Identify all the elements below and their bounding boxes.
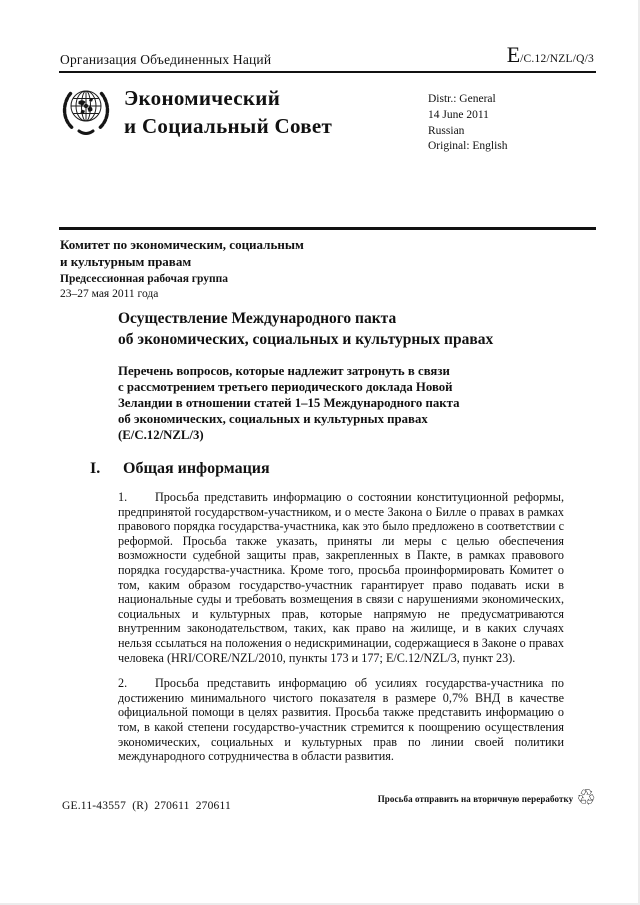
paragraph-2-number: 2. xyxy=(118,676,128,691)
distribution-block xyxy=(428,92,508,155)
document-symbol xyxy=(507,42,594,68)
job-number: GE.11-43557 (R) 270611 270611 xyxy=(62,800,231,812)
section-numeral: I. xyxy=(90,460,101,477)
un-emblem-icon xyxy=(56,80,116,144)
committee-name-line2: и культурным правам xyxy=(60,253,192,269)
section-heading-text: Общая информация xyxy=(123,460,270,477)
document-symbol-initial: E xyxy=(506,42,521,67)
document-body xyxy=(90,308,564,764)
masthead-divider xyxy=(59,227,596,230)
language-line: Russian xyxy=(428,124,465,137)
session-dates: 23–27 мая 2011 года xyxy=(60,288,159,300)
document-title-line2: об экономических, социальных и культурных правах xyxy=(118,331,494,348)
document-subtitle-line3: Зеландии в отношении статей 1–15 Международного пакта xyxy=(118,396,460,410)
recycle-note xyxy=(378,788,596,810)
distr-line: Distr.: General xyxy=(428,93,496,105)
document-subtitle-line1: Перечень вопросов, которые надлежит затронуть в связи xyxy=(118,364,450,378)
council-title xyxy=(124,84,332,140)
council-title-line1: Экономический xyxy=(124,86,281,110)
paragraph-1 xyxy=(118,490,564,665)
recycle-note-text: Просьба отправить на вторичную переработку xyxy=(377,794,574,804)
document-subtitle-line4: об экономических, социальных и культурных правах xyxy=(118,412,428,426)
org-name: Организация Объединенных Наций xyxy=(60,52,272,67)
document-subtitle-line5: (E/C.12/NZL/3) xyxy=(118,428,204,442)
committee-block xyxy=(60,237,304,301)
paragraph-2-text: Просьба представить информацию об усилиях государства-участника по достижению минимального чистого показателя в размере 0,7% ВНД в качестве официальной помощи в целях развития. Просьба также представить информацию о том, в какой степени государство-участник стремится к поощрению осуществления экономических, социальных и культурных прав по линии своей политики международного сотрудничества в области развития. xyxy=(118,676,564,764)
document-subtitle xyxy=(118,363,564,443)
working-group-label: Предсессионная рабочая группа xyxy=(60,273,229,285)
committee-name-line1: Комитет по экономическим, социальным xyxy=(60,237,304,252)
document-title xyxy=(118,308,564,350)
paragraph-2 xyxy=(118,676,564,764)
date-line: 14 June 2011 xyxy=(428,108,489,121)
recycle-icon: ♲ xyxy=(576,786,596,811)
original-language-line: Original: English xyxy=(428,140,508,153)
document-title-line1: Осуществление Международного пакта xyxy=(118,310,397,327)
document-symbol-rest: /C.12/NZL/Q/3 xyxy=(520,53,594,65)
header-divider xyxy=(59,71,596,73)
paragraph-1-number: 1. xyxy=(118,490,128,504)
section-heading xyxy=(90,459,564,479)
document-subtitle-line2: с рассмотрением третьего периодического доклада Новой xyxy=(118,380,453,394)
council-title-line2: и Социальный Совет xyxy=(124,114,333,138)
paragraph-1-text: Просьба представить информацию о состоянии конституционной реформы, предпринятой государством-участником, и о месте Закона о Билле о правах в рамках правового порядка государства-участника, как это было предложено в соответствии с реформой. Просьба также указать, приняты ли меры с целью обеспечения возможности судебной защиты прав, закрепленных в Пакте, в рамках правового порядка государства-участника. Кроме того, просьба проинформировать Комитет о том, каким образом государство-участник гарантирует право подавать иски в национальные суды и требовать возмещения в связи с нарушениями экономических, социальных и культурных прав, которые напрямую не предусматриваются внутренним законодательством, таких, как право на жилище, и в каких случаях нельзя ссылаться на положения о недискриминации, содержащиеся в Законе о правах человека (HRI/CORE/NZL/2010, пункты 173 и 177; E/C.12/NZL/3, пункт 23). xyxy=(118,490,564,665)
